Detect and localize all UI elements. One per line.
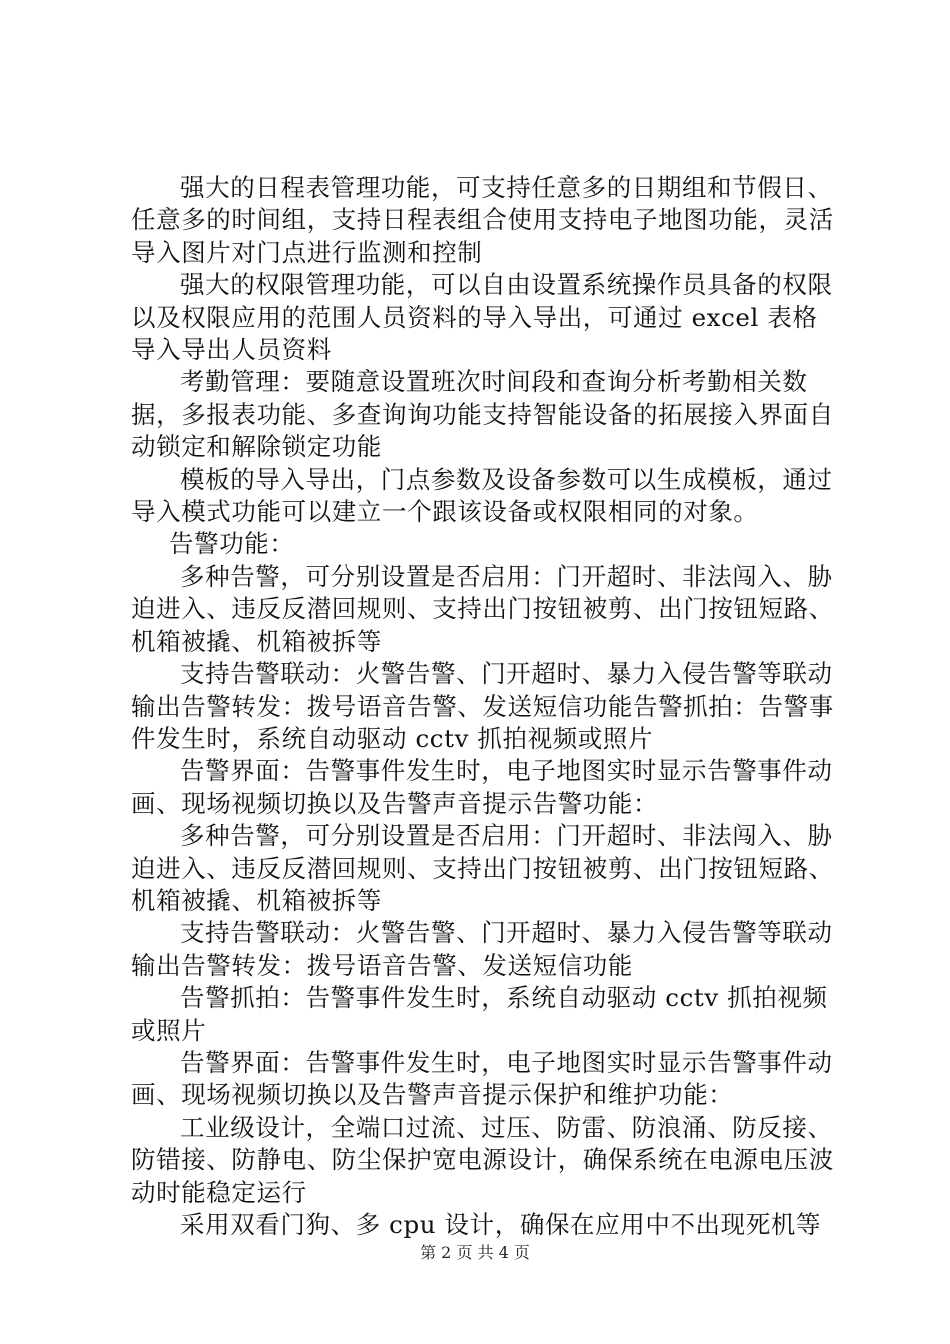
paragraph-alarm-types-repeat: 多种告警，可分别设置是否启用：门开超时、非法闯入、胁迫进入、违反反潜回规则、支持出门按钮被剪、出门按钮短路、机箱被撬、机箱被拆等 xyxy=(131,821,834,915)
paragraph-alarm-linkage: 支持告警联动：火警告警、门开超时、暴力入侵告警等联动输出告警转发：拨号语音告警、发送短信功能告警抓拍：告警事件发生时，系统自动驱动 cctv 抓拍视频或照片 xyxy=(131,659,834,753)
paragraph-alarm-capture: 告警抓拍：告警事件发生时，系统自动驱动 cctv 抓拍视频或照片 xyxy=(131,983,828,1045)
page-number-footer: 第 2 页 共 4 页 xyxy=(420,1243,530,1262)
paragraph-alarm-linkage-repeat: 支持告警联动：火警告警、门开超时、暴力入侵告警等联动输出告警转发：拨号语音告警、发送短信功能 xyxy=(131,918,833,980)
paragraph-industrial-design: 工业级设计，全端口过流、过压、防雷、防浪涌、防反接、防错接、防静电、防尘保护宽电源设计，确保系统在电源电压波动时能稳定运行 xyxy=(131,1112,834,1207)
paragraph-alarm-heading: 告警功能： xyxy=(169,529,295,559)
paragraph-alarm-interface-repeat: 告警界面：告警事件发生时，电子地图实时显示告警事件动画、现场视频切换以及告警声音提示保护和维护功能： xyxy=(131,1047,833,1110)
paragraph-alarm-interface: 告警界面：告警事件发生时，电子地图实时显示告警事件动画、现场视频切换以及告警声音提示告警功能： xyxy=(131,756,833,818)
paragraph-permissions: 强大的权限管理功能，可以自由设置系统操作员具备的权限以及权限应用的范围人员资料的导入导出，可通过 excel 表格导入导出人员资料 xyxy=(131,270,833,365)
paragraph-watchdog: 采用双看门狗、多 cpu 设计，确保在应用中不出现死机等 xyxy=(180,1210,822,1239)
paragraph-attendance: 考勤管理：要随意设置班次时间段和查询分析考勤相关数据，多报表功能、多查询询功能支持智能设备的拓展接入界面自动锁定和解除锁定功能 xyxy=(131,367,834,462)
paragraph-templates: 模板的导入导出，门点参数及设备参数可以生成模板，通过导入模式功能可以建立一个跟该设备或权限相同的对象。 xyxy=(131,464,833,527)
paragraph-schedule: 强大的日程表管理功能，可支持任意多的日期组和节假日、任意多的时间组，支持日程表组合使用支持电子地图功能，灵活导入图片对门点进行监测和控制 xyxy=(131,173,834,267)
paragraph-alarm-types: 多种告警，可分别设置是否启用：门开超时、非法闯入、胁迫进入、违反反潜回规则、支持出门按钮被剪、出门按钮短路、机箱被撬、机箱被拆等 xyxy=(131,561,834,656)
document-body xyxy=(131,172,835,1241)
